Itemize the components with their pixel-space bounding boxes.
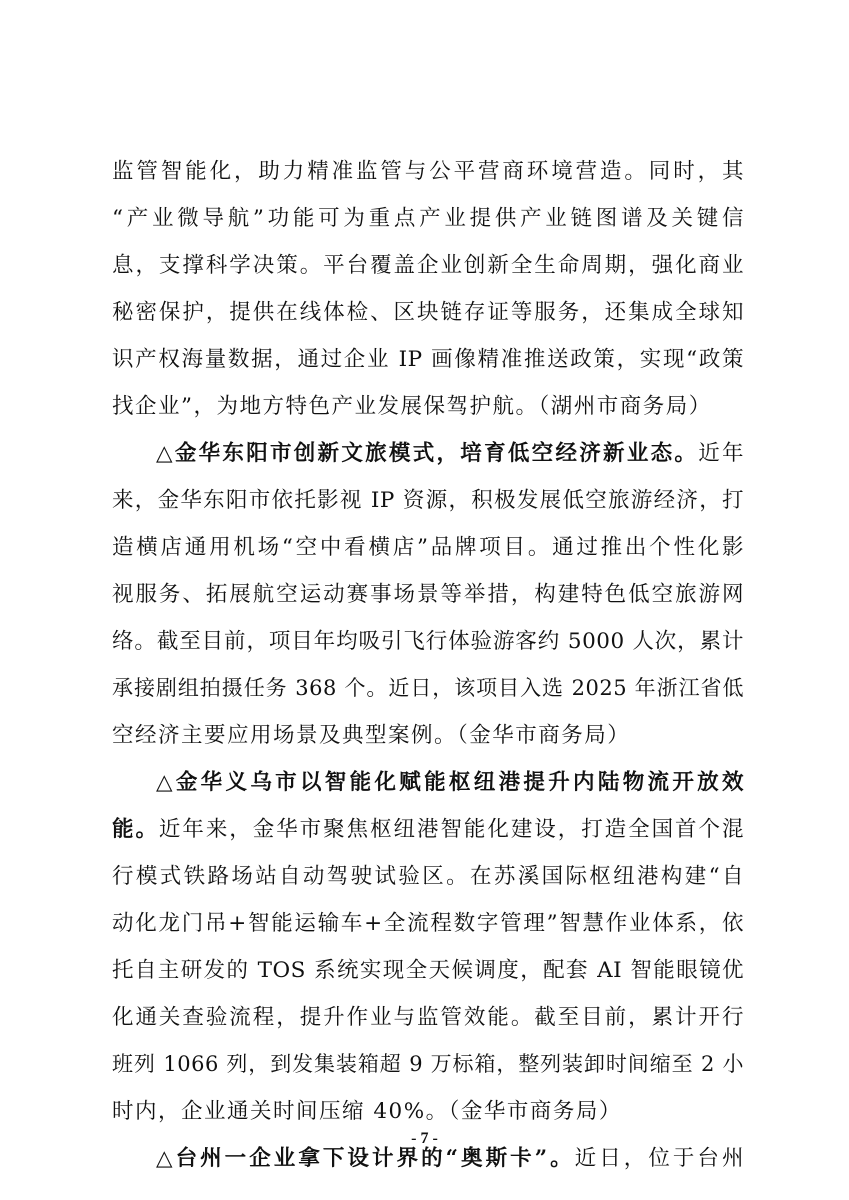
paragraph-1	[112, 148, 744, 430]
text-line	[112, 947, 744, 994]
text-run: 识产权海量数据，通过企业 IP 画像精准推送政策，实现“政策	[112, 347, 744, 372]
text-run: 息，支撑科学决策。平台覆盖企业创新全生命周期，强化商业	[112, 253, 744, 278]
text-line	[112, 618, 744, 665]
text-line	[112, 712, 744, 759]
text-line	[112, 759, 744, 806]
text-line	[112, 289, 744, 336]
paragraph-heading: △金华义乌市以智能化赋能枢纽港提升内陆物流开放效	[156, 770, 744, 795]
text-run: 视服务、拓展航空运动赛事场景等举措，构建特色低空旅游网	[112, 582, 744, 607]
document-body	[112, 148, 744, 1182]
paragraph-3	[112, 759, 744, 1135]
text-run: 化通关查验流程，提升作业与监管效能。截至目前，累计开行	[112, 1005, 744, 1030]
text-line	[112, 1088, 744, 1135]
text-line	[112, 195, 744, 242]
text-line	[112, 806, 744, 853]
text-run: 近日，位于台州	[574, 1146, 744, 1171]
page-number: - 7 -	[411, 1130, 438, 1147]
text-run: 近年来，金华市聚焦枢纽港智能化建设，打造全国首个混	[158, 817, 744, 842]
text-line	[112, 1041, 744, 1088]
text-run: 秘密保护，提供在线体检、区块链存证等服务，还集成全球知	[112, 300, 744, 325]
text-line	[112, 571, 744, 618]
text-line	[112, 665, 744, 712]
text-run: 托自主研发的 TOS 系统实现全天候调度，配套 AI 智能眼镜优	[112, 958, 744, 983]
text-line	[112, 994, 744, 1041]
text-line	[112, 148, 744, 195]
text-run: 监管智能化，助力精准监管与公平营商环境营造。同时，其	[112, 159, 744, 184]
text-run: 动化龙门吊+智能运输车+全流程数字管理”智慧作业体系，依	[112, 911, 744, 936]
paragraph-heading: △金华东阳市创新文旅模式，培育低空经济新业态。	[156, 441, 699, 466]
text-line	[112, 524, 744, 571]
paragraph-heading: 能。	[112, 817, 159, 842]
text-run: 来，金华东阳市依托影视 IP 资源，积极发展低空旅游经济，打	[112, 488, 744, 513]
text-run: 承接剧组拍摄任务 368 个。近日，该项目入选 2025 年浙江省低	[112, 676, 744, 700]
text-run: 络。截至目前，项目年均吸引飞行体验游客约 5000 人次，累计	[112, 629, 744, 654]
text-line	[112, 477, 744, 524]
text-run: 造横店通用机场“空中看横店”品牌项目。通过推出个性化影	[112, 535, 744, 560]
text-run: 空经济主要应用场景及典型案例。（金华市商务局）	[112, 723, 631, 748]
text-run: “产业微导航”功能可为重点产业提供产业链图谱及关键信	[112, 206, 744, 231]
text-line	[112, 242, 744, 289]
text-line	[112, 853, 744, 900]
text-run: 时内，企业通关时间压缩 40%。（金华市商务局）	[112, 1099, 622, 1124]
text-run: 近年	[698, 441, 744, 466]
paragraph-heading: △台州一企业拿下设计界的“奥斯卡”。	[156, 1146, 575, 1171]
text-line	[112, 900, 744, 947]
text-line	[112, 430, 744, 477]
text-run: 行模式铁路场站自动驾驶试验区。在苏溪国际枢纽港构建“自	[112, 864, 744, 889]
text-line	[112, 383, 744, 430]
text-line	[112, 336, 744, 383]
text-run: 班列 1066 列，到发集装箱超 9 万标箱，整列装卸时间缩至 2 小	[112, 1052, 744, 1076]
text-run: 找企业”，为地方特色产业发展保驾护航。（湖州市商务局）	[112, 394, 712, 419]
paragraph-2	[112, 430, 744, 759]
